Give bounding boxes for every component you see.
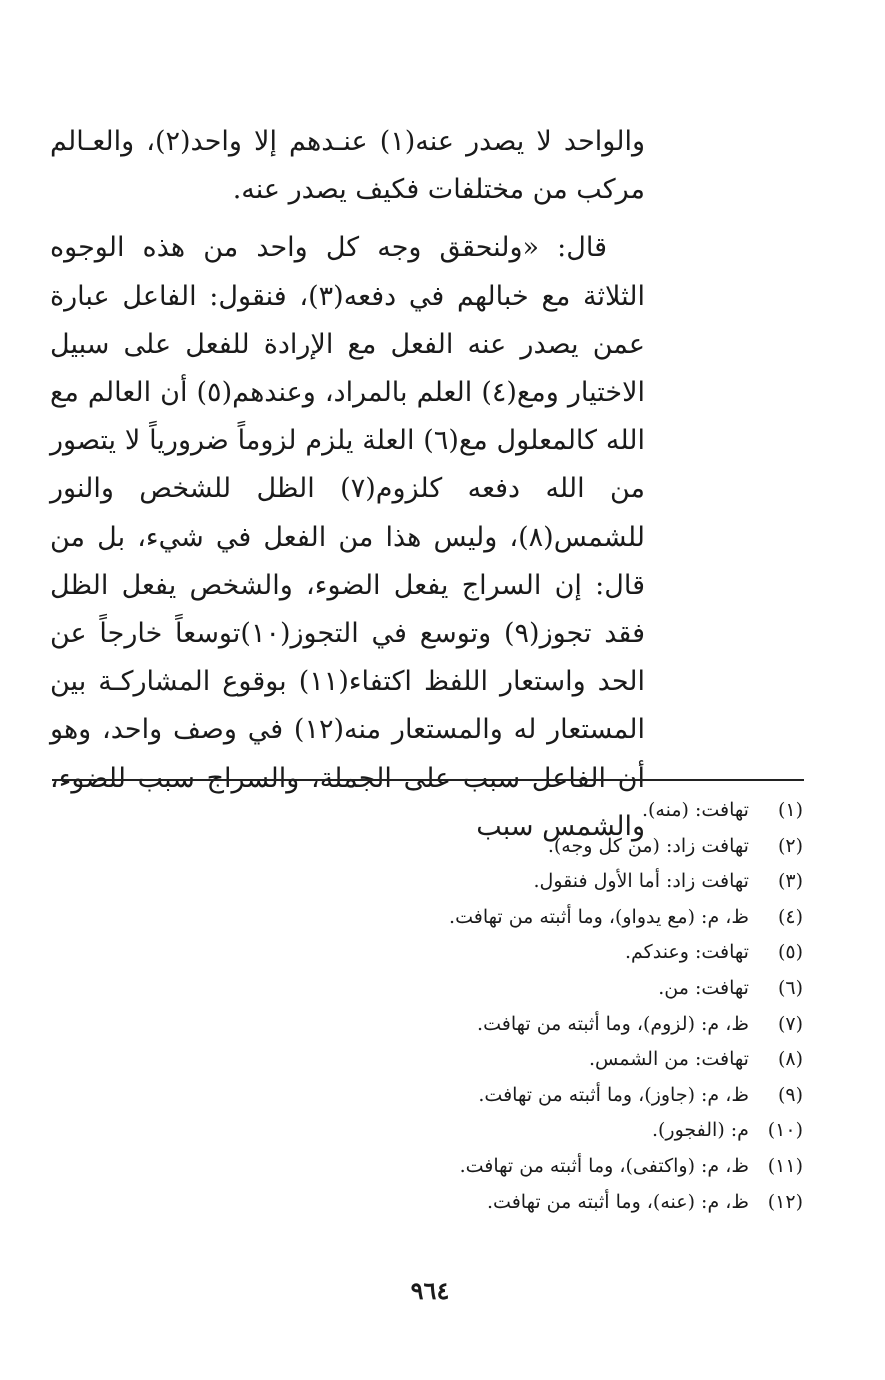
footnote-text: تهافت: من.: [658, 976, 749, 999]
body-paragraph: قال: «ولنحقق وجه كل واحد من هذه الوجوه الثلاثة مع خبالهم في دفعه(٣)، فنقول: الفاعل عبارة عمن يصدر عنه الفعل مع الإرادة للفعل على سبيل الاختيار ومع(٤) العلم بالمراد، وعندهم(٥) أن العالم مع الله كالمعلول مع(٦) العلة يلزم لزوماً ضرورياً لا يتصور من الله دفعه كلزوم(٧) الظل للشخص والنور للشمس(٨)، وليس هذا من الفعل في شيء، بل من قال: إن السراج يفعل الضوء، والشخص يفعل الظل فقد تجوز(٩) وتوسع في التجوز(١٠)توسعاً خارجاً عن الحد واستعار اللفظ اكتفاء(١١) بوقوع المشاركـة بين المستعار له والمستعار منه(١٢) في وصف واحد، وهو أن الفاعل سبب على الجملة، والسراج سبب للضوء، والشمس سبب: [50, 232, 645, 842]
footnote-item: [183, 935, 803, 971]
footnote-number: (٣): [777, 870, 803, 893]
footnote-number: (١): [777, 799, 803, 821]
footnote-item: [183, 900, 803, 936]
footnote-text: تهافت: من الشمس.: [588, 1048, 749, 1071]
main-text: [50, 118, 645, 851]
footnote-item: [183, 1113, 803, 1149]
footnote-text: ظ، م: (جاوز)، وما أثبته من تهافت.: [478, 1083, 749, 1106]
footnote-item: [183, 1042, 803, 1078]
footnote-separator: [52, 779, 804, 781]
footnote-number: (٦): [777, 976, 803, 999]
footnote-text: ظ، م: (عنه)، وما أثبته من تهافت.: [487, 1190, 749, 1213]
footnote-number: (٩): [777, 1083, 803, 1106]
footnote-item: [183, 1185, 803, 1221]
footnote-number: (٢): [777, 834, 803, 857]
footnote-item: [183, 1078, 803, 1114]
footnote-item: [183, 1007, 803, 1043]
footnote-item: [183, 829, 803, 865]
footnote-text: ظ، م: (مع يدواو)، وما أثبته من تهافت.: [449, 905, 749, 928]
footnote-item: [183, 971, 803, 1007]
footnote-text: تهافت: (منه).: [641, 799, 749, 821]
footnote-text: ظ، م: (لزوم)، وما أثبته من تهافت.: [477, 1012, 749, 1035]
footnote-item: [183, 1149, 803, 1185]
footnote-number: (٥): [777, 941, 803, 964]
footnote-text: تهافت زاد: (من كل وجه).: [547, 834, 749, 857]
footnote-item: [183, 793, 803, 829]
footnote-number: (١٢): [767, 1190, 803, 1213]
footnote-text: تهافت: وعندكم.: [624, 941, 749, 964]
footnote-text: م: (الفجور).: [651, 1119, 749, 1142]
body-paragraph: والواحد لا يصدر عنه(١) عنـدهم إلا واحد(٢)، والعـالم مركب من مختلفات فكيف يصدر عنه.: [50, 126, 645, 206]
footnote-number: (٨): [777, 1048, 803, 1071]
page-number: ٩٦٤: [410, 1276, 450, 1305]
footnotes-list: [183, 793, 803, 1220]
footnote-item: [183, 864, 803, 900]
footnote-text: ظ، م: (واكتفى)، وما أثبته من تهافت.: [459, 1154, 749, 1177]
footnote-number: (٤): [777, 905, 803, 928]
footnote-text: تهافت زاد: أما الأول فنقول.: [533, 870, 749, 893]
footnote-number: (٧): [777, 1012, 803, 1035]
footnote-number: (١٠): [767, 1119, 803, 1142]
footnote-number: (١١): [767, 1154, 803, 1177]
